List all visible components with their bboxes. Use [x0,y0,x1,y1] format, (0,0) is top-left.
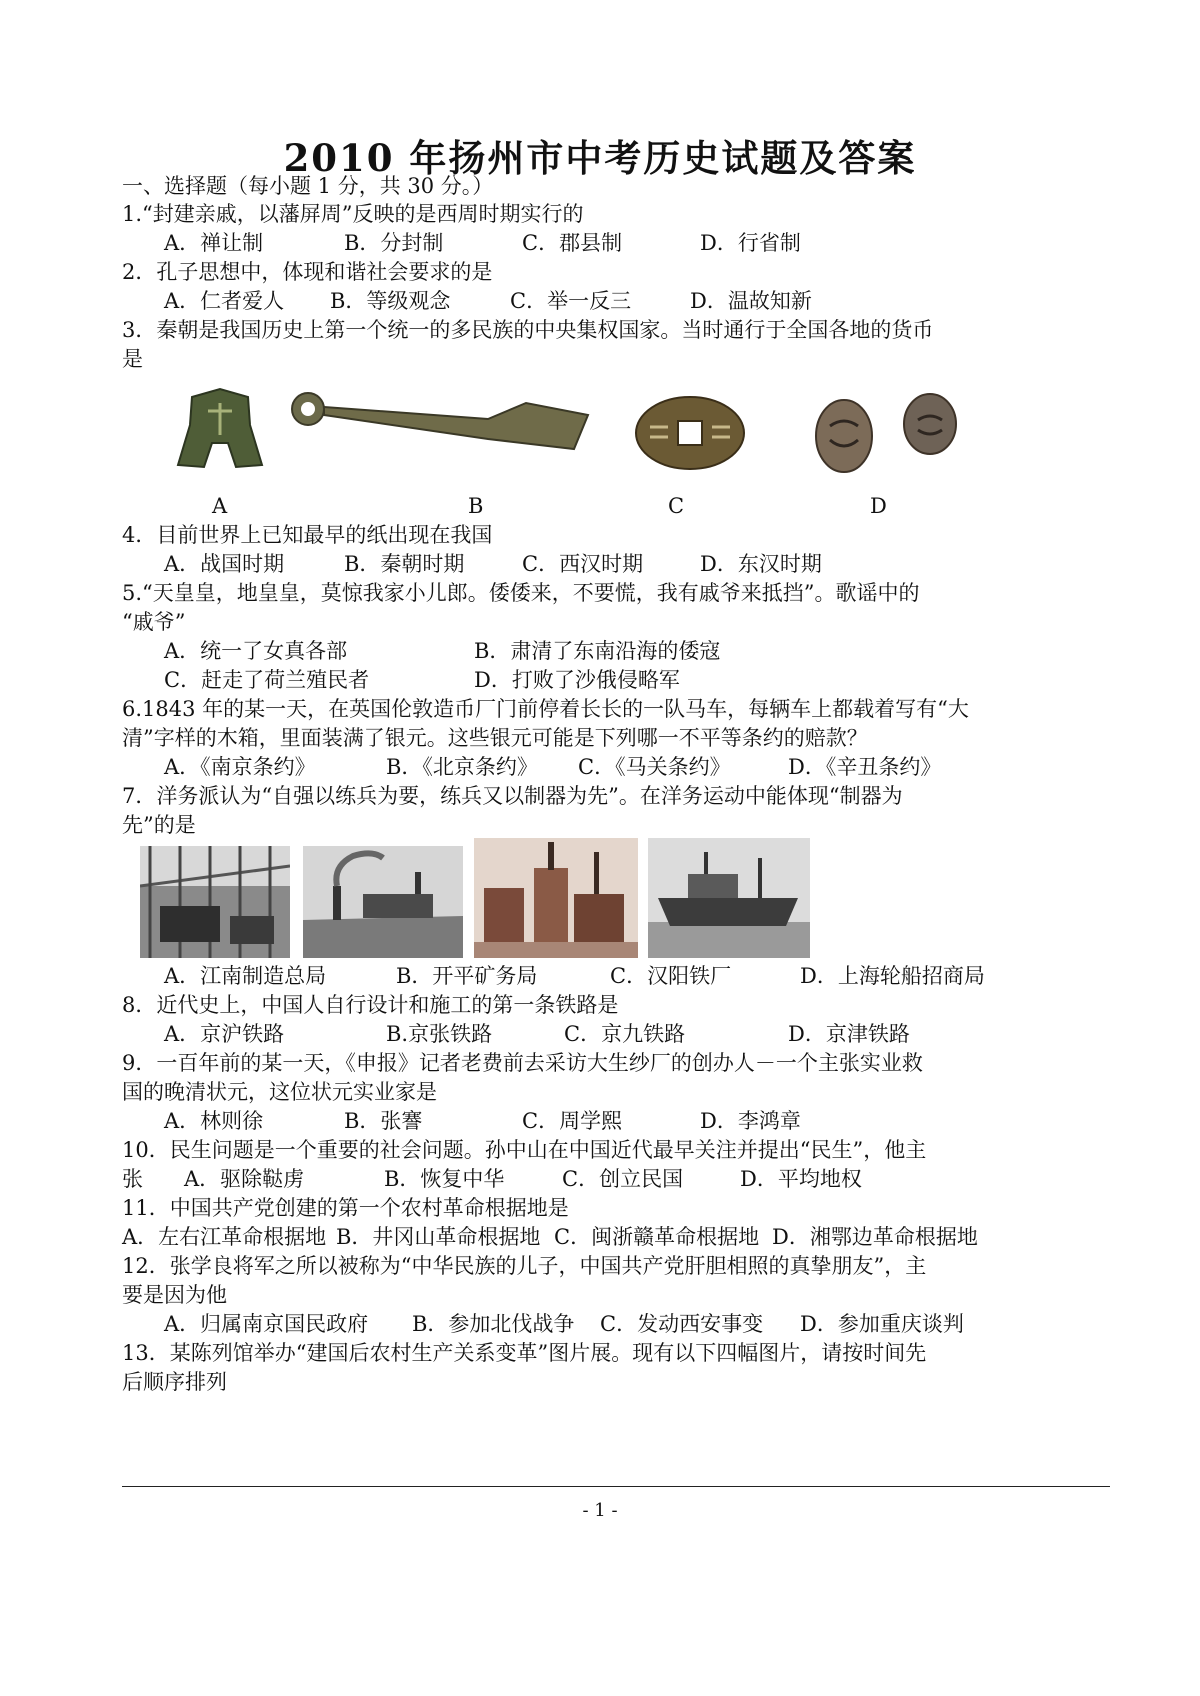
q3-image-label-a: A [212,494,228,518]
q6-option-b: B．《北京条约》 [386,755,538,779]
q6-option-d: D．《辛丑条约》 [788,755,942,779]
kaiping-mine-photo [303,846,463,958]
q12-option-c: C．发动西安事变 [600,1312,764,1336]
jiangnan-arsenal-photo [140,846,290,958]
q12-stem-line1: 12．张学良将军之所以被称为“中华民族的儿子，中国共产党肝胆相照的真挚朋友”，主 [122,1254,927,1278]
q11-option-d: D．湘鄂边革命根据地 [772,1225,978,1249]
q2-option-c: C．举一反三 [510,289,632,313]
q6-stem-line2: 清”字样的木箱，里面装满了银元。这些银元可能是下列哪一不平等条约的赔款？ [122,726,868,750]
q9-option-b: B．张謇 [344,1109,423,1133]
ant-nose-coins-image [808,392,968,476]
q10-stem-line1: 10．民生问题是一个重要的社会问题。孙中山在中国近代最早关注并提出“民生”，他主 [122,1138,927,1162]
q2-option-a: A．仁者爱人 [164,289,285,313]
q5-stem-line1: 5.“天皇皇，地皇皇，莫惊我家小儿郎。倭倭来，不要慌，我有戚爷来抵挡”。歌谣中的 [122,581,920,605]
q5-option-d: D．打败了沙俄侵略军 [474,668,680,692]
q7-option-b: B．开平矿务局 [396,964,538,988]
q7-option-d: D．上海轮船招商局 [800,964,985,988]
q2-stem: 2．孔子思想中，体现和谐社会要求的是 [122,260,493,284]
q1-option-a: A．禅让制 [164,231,264,255]
q1-option-b: B．分封制 [344,231,444,255]
q8-option-a: A．京沪铁路 [164,1022,285,1046]
q7-stem-line1: 7．洋务派认为“自强以练兵为要，练兵又以制器为先”。在洋务运动中能体现“制器为 [122,784,903,808]
q13-stem-line1: 13．某陈列馆举办“建国后农村生产关系变革”图片展。现有以下四幅图片，请按时间先 [122,1341,927,1365]
q11-option-a: A．左右江革命根据地 [122,1225,327,1249]
q10-option-c: C．创立民国 [562,1167,684,1191]
q5-option-a: A．统一了女真各部 [164,639,348,663]
q11-option-c: C．闽浙赣革命根据地 [554,1225,760,1249]
q5-option-c: C．赶走了荷兰殖民者 [164,668,370,692]
q7-option-a: A．江南制造总局 [164,964,327,988]
q9-stem-line2: 国的晚清状元，这位状元实业家是 [122,1080,437,1104]
q5-stem-line2: “戚爷” [122,610,186,634]
spade-coin-image [170,385,270,475]
q11-stem: 11．中国共产党创建的第一个农村革命根据地是 [122,1196,569,1220]
q3-stem-line2: 是 [122,347,143,371]
knife-coin-image [288,385,590,457]
q12-option-b: B．参加北伐战争 [412,1312,575,1336]
q5-option-b: B．肃清了东南沿海的倭寇 [474,639,721,663]
q1-option-c: C．郡县制 [522,231,623,255]
q9-option-a: A．林则徐 [164,1109,264,1133]
q10-stem-line2: 张 [122,1167,143,1191]
q4-option-d: D．东汉时期 [700,552,822,576]
q4-option-a: A．战国时期 [164,552,285,576]
q6-option-a: A．《南京条约》 [164,755,316,779]
q4-option-b: B．秦朝时期 [344,552,465,576]
q10-option-a: A．驱除鞑虏 [184,1167,305,1191]
q1-stem: 1.“封建亲戚，以藩屏周”反映的是西周时期实行的 [122,202,584,226]
q3-image-label-d: D [870,494,887,518]
q3-image-label-c: C [668,494,685,518]
page-title: 2010 年扬州市中考历史试题及答案 [283,136,917,180]
q8-option-c: C．京九铁路 [564,1022,686,1046]
footer-divider [122,1486,1110,1487]
q10-option-b: B．恢复中华 [384,1167,505,1191]
round-coin-image [632,393,748,473]
q3-stem-line1: 3．秦朝是我国历史上第一个统一的多民族的中央集权国家。当时通行于全国各地的货币 [122,318,934,342]
q6-option-c: C．《马关条约》 [578,755,731,779]
q9-option-d: D．李鸿章 [700,1109,801,1133]
q3-image-label-b: B [468,494,484,518]
q13-stem-line2: 后顺序排列 [122,1370,227,1394]
q12-option-a: A．归属南京国民政府 [164,1312,369,1336]
q4-option-c: C．西汉时期 [522,552,644,576]
q4-stem: 4．目前世界上已知最早的纸出现在我国 [122,523,493,547]
q9-option-c: C．周学熙 [522,1109,623,1133]
q8-option-b: B.京张铁路 [386,1022,493,1046]
hanyang-ironworks-photo [474,838,638,958]
q1-option-d: D．行省制 [700,231,801,255]
q7-option-c: C．汉阳铁厂 [610,964,732,988]
q6-stem-line1: 6.1843 年的某一天，在英国伦敦造币厂门前停着长长的一队马车，每辆车上都载着写有“大 [122,697,969,721]
q11-option-b: B．井冈山革命根据地 [336,1225,541,1249]
q8-option-d: D．京津铁路 [788,1022,910,1046]
q12-stem-line2: 要是因为他 [122,1283,227,1307]
page-number: - 1 - [582,1500,618,1521]
q2-option-d: D．温故知新 [690,289,812,313]
section-heading: 一、选择题（每小题 1 分，共 30 分。） [122,174,494,198]
q7-stem-line2: 先”的是 [122,813,196,837]
shanghai-steamship-photo [648,838,810,958]
q10-option-d: D．平均地权 [740,1167,862,1191]
q8-stem: 8．近代史上，中国人自行设计和施工的第一条铁路是 [122,993,619,1017]
q9-stem-line1: 9．一百年前的某一天，《申报》记者老费前去采访大生纱厂的创办人－一个主张实业救 [122,1051,923,1075]
q2-option-b: B．等级观念 [330,289,451,313]
q12-option-d: D．参加重庆谈判 [800,1312,964,1336]
